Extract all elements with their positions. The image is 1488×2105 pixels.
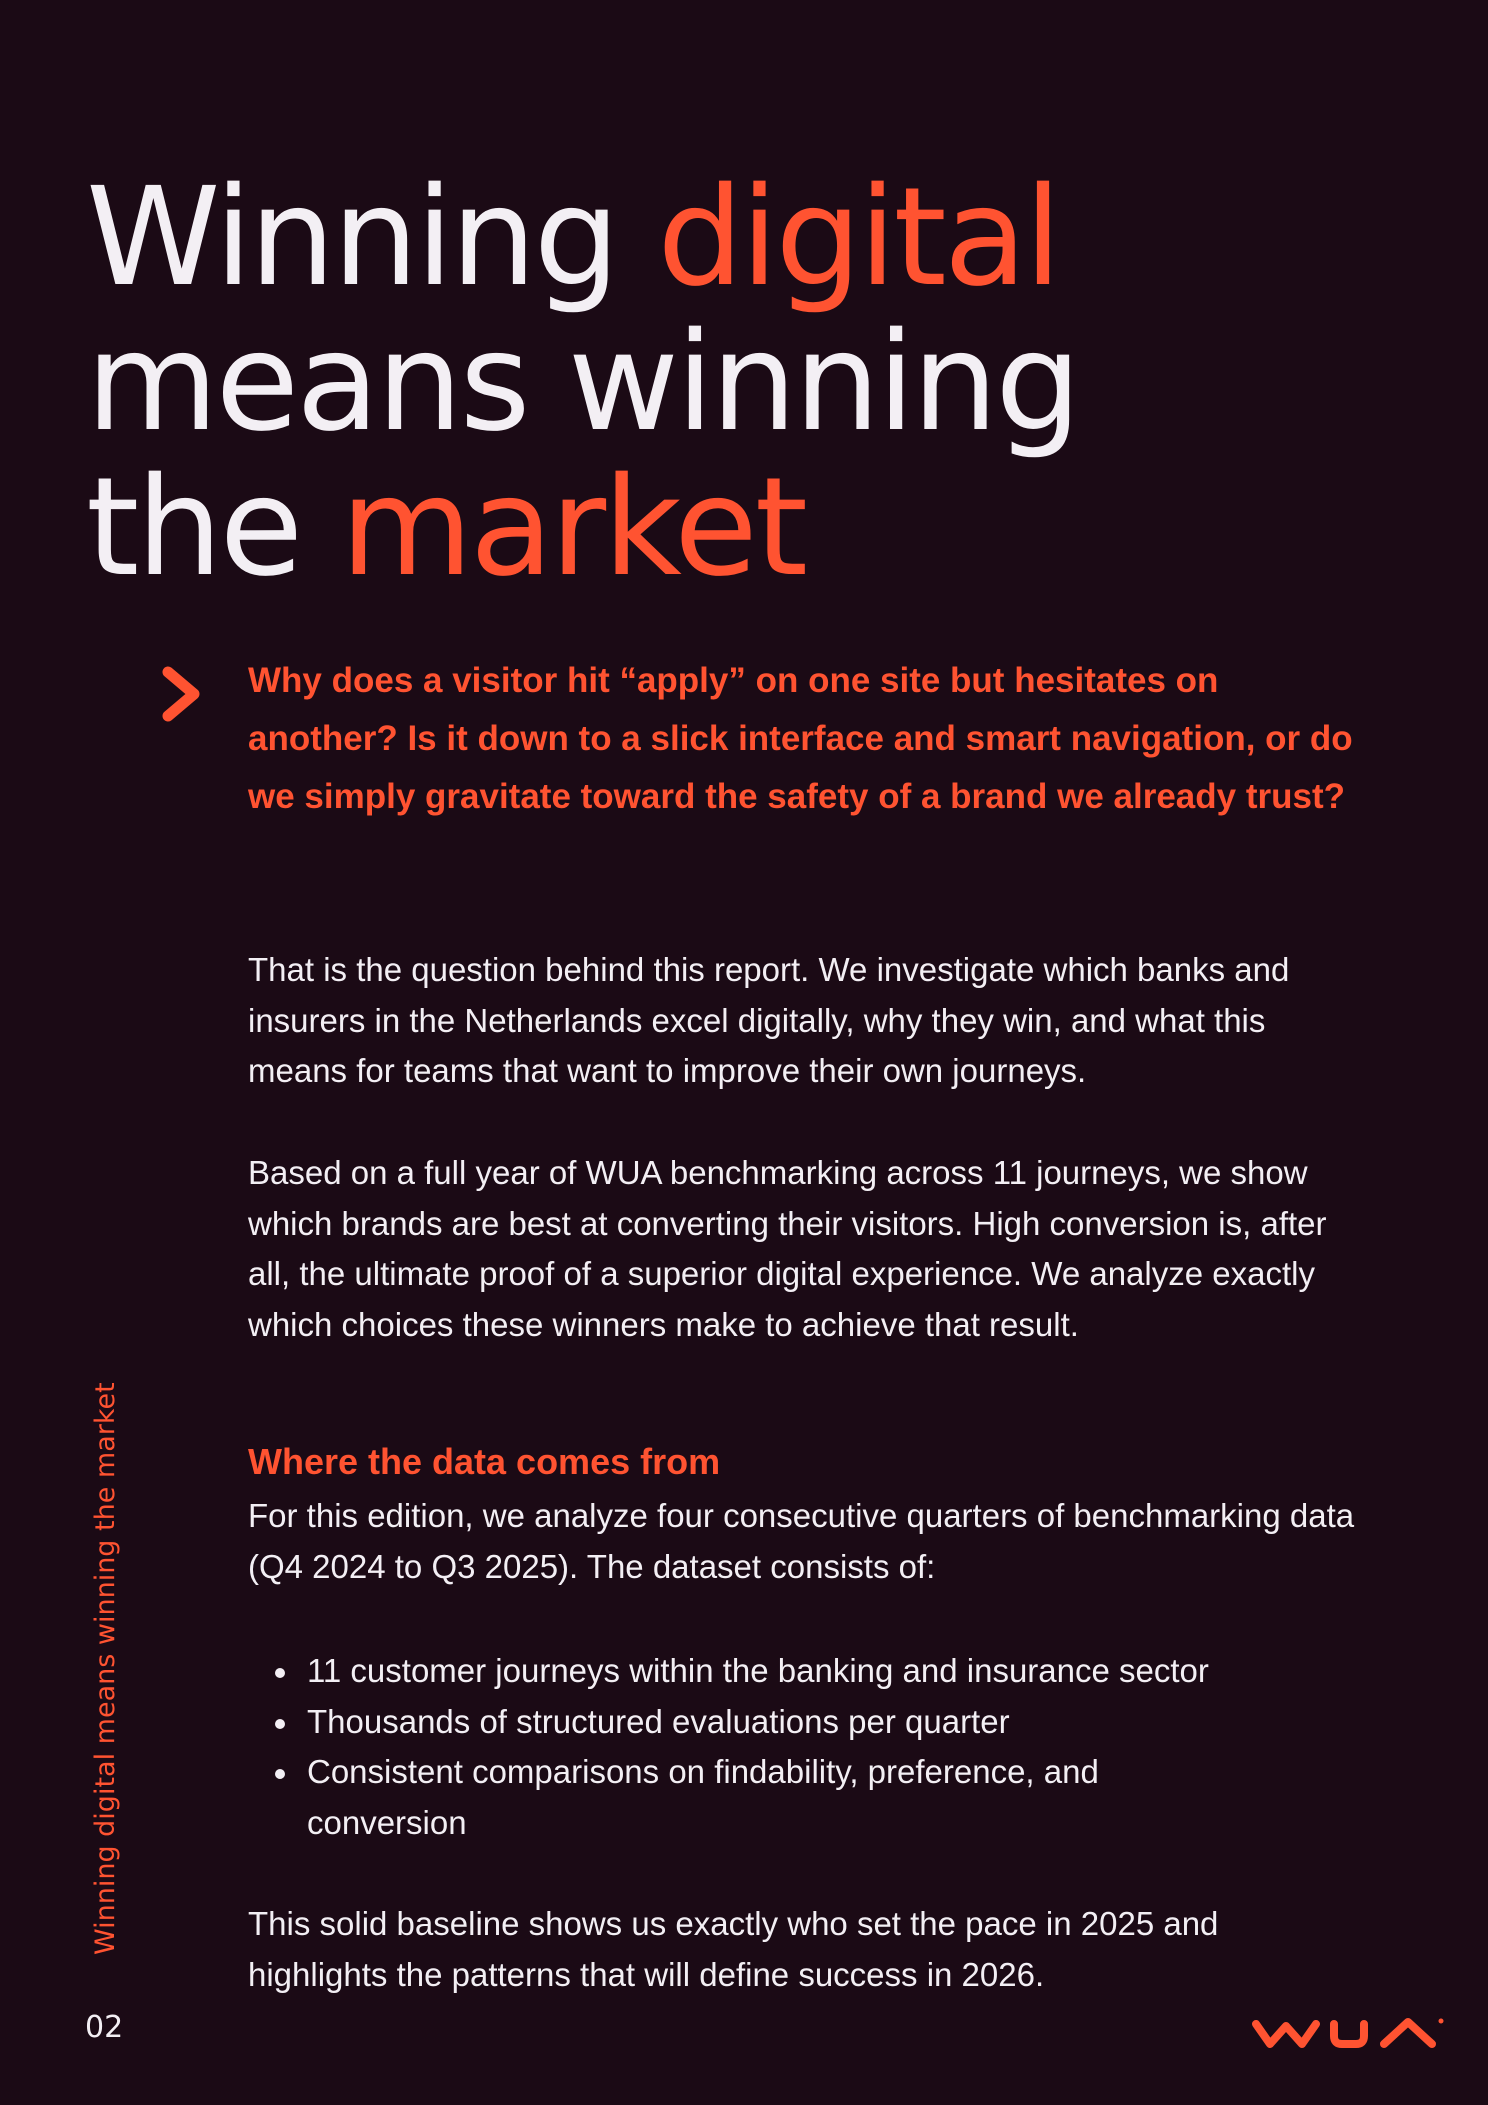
body-paragraph-2: Based on a full year of WUA benchmarking across 11 journeys, we show which brands are best at converting their visitors. High conversion is, after all, the ultimate proof of a superior digital experience. We analyze exactly which choices these winners make to achieve that result. — [248, 1154, 1327, 1343]
side-running-title: Winning digital means winning the market — [90, 1382, 121, 1955]
list-item: Consistent comparisons on findability, preference, and conversion — [248, 1747, 1248, 1848]
chevron-right-icon — [158, 664, 206, 724]
wua-logo — [1250, 2014, 1446, 2050]
title-line-2: means winning — [86, 304, 1079, 462]
title-line-3 — [86, 449, 1079, 607]
page-title — [86, 159, 1079, 607]
title-accent-market: market — [340, 449, 806, 607]
body-paragraph-3: For this edition, we analyze four consecutive quarters of benchmarking data (Q4 2024 to Q3 2025). The dataset consists of: — [248, 1497, 1355, 1585]
intro-question: Why does a visitor hit “apply” on one site but hesitates on another? Is it down to a slick interface and smart navigation, or do we simply gravitate toward the safety of a brand we already trust? — [248, 661, 1353, 816]
title-accent-digital: digital — [657, 159, 1059, 317]
body-paragraph-1: That is the question behind this report. We investigate which banks and insurers in the Netherlands excel digitally, why they win, and what this means for teams that want to improve their own journeys. — [248, 951, 1290, 1089]
title-text-the: the — [86, 449, 341, 607]
data-section-heading: Where the data comes from — [248, 1441, 721, 1482]
list-item: 11 customer journeys within the banking and insurance sector — [248, 1646, 1248, 1697]
title-line-1 — [86, 159, 1079, 317]
list-item: Thousands of structured evaluations per quarter — [248, 1697, 1248, 1748]
page-number: 02 — [85, 2010, 124, 2045]
title-text-winning: Winning — [86, 159, 658, 317]
dataset-bullet-list — [248, 1646, 1248, 1848]
body-paragraph-4: This solid baseline shows us exactly who set the pace in 2025 and highlights the patterns that will define success in 2026. — [248, 1905, 1219, 1993]
